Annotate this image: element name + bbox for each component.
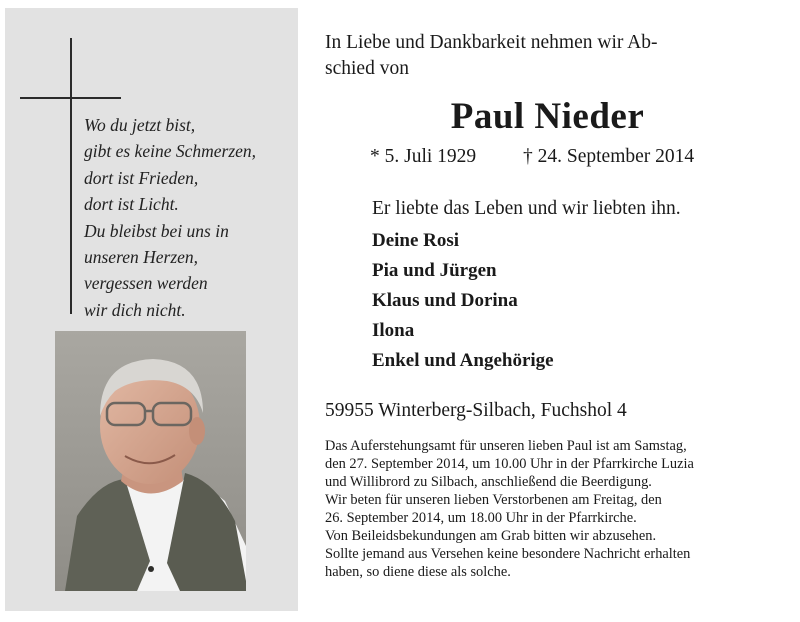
notice-line: Sollte jemand aus Versehen keine besondere Nachricht erhalten — [325, 546, 691, 562]
cross-icon-vertical — [70, 38, 72, 314]
notice-line: 26. September 2014, um 18.00 Uhr in der Pfarrkirche. — [325, 510, 637, 526]
notice-line: Von Beileidsbekundungen am Grab bitten wir abzusehen. — [325, 528, 657, 544]
notice-line: und Willibrord zu Silbach, anschließend die Beerdigung. — [325, 474, 652, 490]
poem-line: gibt es keine Schmerzen, — [84, 141, 257, 162]
notice-line: den 27. September 2014, um 10.00 Uhr in der Pfarrkirche Luzia — [325, 456, 694, 472]
notice-line: Das Auferstehungsamt für unseren lieben Paul ist am Samstag, — [325, 438, 687, 454]
poem-line: Du bleibst bei uns in — [84, 220, 229, 241]
deceased-name: Paul Nieder — [450, 96, 645, 137]
loved-text: Er liebte das Leben und wir liebten ihn. — [372, 198, 681, 219]
cross-icon-horizontal — [20, 97, 121, 99]
life-dates — [370, 146, 730, 168]
intro-line: In Liebe und Dankbarkeit nehmen wir Ab- — [325, 32, 658, 53]
family-list — [372, 226, 554, 376]
notice-line: Wir beten für unseren lieben Verstorbenen am Freitag, den — [325, 492, 662, 508]
address: 59955 Winterberg-Silbach, Fuchshol 4 — [325, 400, 627, 421]
portrait-image — [55, 331, 246, 591]
memorial-poem — [84, 112, 299, 323]
family-member: Pia und Jürgen — [372, 260, 497, 281]
family-member: Enkel und Angehörige — [372, 350, 554, 371]
family-member: Ilona — [372, 320, 415, 341]
portrait-photo — [55, 331, 246, 591]
notice-line: haben, so diene diese als solche. — [325, 564, 511, 580]
poem-line: wir dich nicht. — [84, 299, 186, 320]
intro-line: schied von — [325, 58, 409, 79]
poem-line: Wo du jetzt bist, — [84, 115, 196, 135]
poem-line: vergessen werden — [84, 273, 208, 294]
service-notice — [325, 437, 770, 581]
poem-line: dort ist Frieden, — [84, 167, 199, 188]
poem-line: dort ist Licht. — [84, 194, 179, 215]
family-member: Deine Rosi — [372, 230, 460, 251]
intro-text — [325, 30, 770, 82]
birth-date: * 5. Juli 1929 — [370, 146, 477, 167]
death-date: † 24. September 2014 — [523, 146, 695, 167]
family-member: Klaus und Dorina — [372, 290, 518, 311]
poem-line: unseren Herzen, — [84, 247, 199, 268]
